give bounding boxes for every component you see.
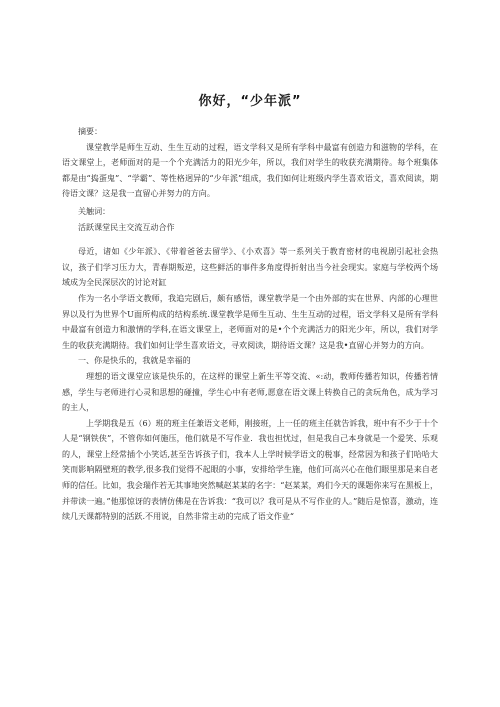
body-paragraph: 理想的语文课堂应该是快乐的，在这样的课堂上新生平等交流、«:动，教师传播若知识，传播若情感，学生与老师进行心灵和思想的碰撞，学生心中有老师,愿意在语文课上转换自己的贪玩角色，成为学习的主人，	[62, 371, 438, 413]
keywords-label: 关触词：	[78, 206, 111, 216]
document-title: 你好，“少年派”	[198, 94, 302, 109]
keywords-text: 活跃课堂民主交流互动合作	[78, 222, 175, 232]
body-paragraph: 母近，诸如《少年派》、《带着爸爸去留学》、《小欢喜》等一系列关于教育密材的电视剧引起社会热议，孩子们学习压力大，青春期叛逆，这些鲜活的事件多角度得折射出当今社会现实。家庭与学校两个场域成为全民深层次的讨论对缸	[62, 247, 438, 288]
abstract-text: 课堂教学是师生互动、生生互动的过程，语文学科又是所有学科中最富有创造力和滋物的学科，在语文课堂上，老师面对的是一个个充满活力的阳光少年，所以，我们对学生的收获充满期待。每个班集体都是由“捣蛋鬼”、“学霸”、等性格迥异的“少年派”组成，我们如何让班级内学生喜欢语文，喜欢阅读，期待语文课？这是我一直留心并努力的方向。	[62, 142, 438, 199]
section-heading: 一、你是快乐的，我就是幸福的	[78, 356, 191, 366]
document-page	[62, 94, 438, 525]
body-paragraph: 上学期我是五（6）班的班主任兼语文老师，刚接班，上一任的班主任就告诉我，班中有不少于十个人是“钢铁侠”，不管你如何施压，他们就是不写作业．我也担忧过，但是我自己本身就是一个爱笑、乐观的人，课堂上经常插个小笑话,甚至告诉孩子们，我本人上学时候学语文的税事，经常因为和孩子们哈哈大笑而影响隔壁班的教学,很多我们觉得不起眼的小事，安排给学生施，他们可高兴心在他们眼里那是来自老师的信任。比如，我会瑞作若无其事地突然喊赵某某的名字：“赵某某，鸡们今天的课题你来写在黑板上，并带读一遍。”他那惊讶的表情仿佛是在告诉我：“我可以？我可是从不写作业的人。”随后是惊喜，激动，连续几天课都特别的活跃.不用说，自然非常主动的完成了语文作业“	[62, 418, 438, 522]
body-paragraph: 作为一名小学语文教师，我追完剧后，颇有感悟，课堂教学是一个由外部的实在世界、内部的心理世界以及行为世界个U面所构成的结构系统.课堂教学是师生互动、生生互动的过程，语文学科又是所有学科中最富有创造力和激情的学科,在语文课堂上，老师面对的是•个个充满活力的阳光少年，所以，我们对学生的收获充满期待。我们如何让学生喜欢语文，寻欢阅读，期待语文课？这是我•直留心并努力的方向。	[62, 293, 438, 350]
abstract-label: 摘要：	[78, 127, 103, 136]
